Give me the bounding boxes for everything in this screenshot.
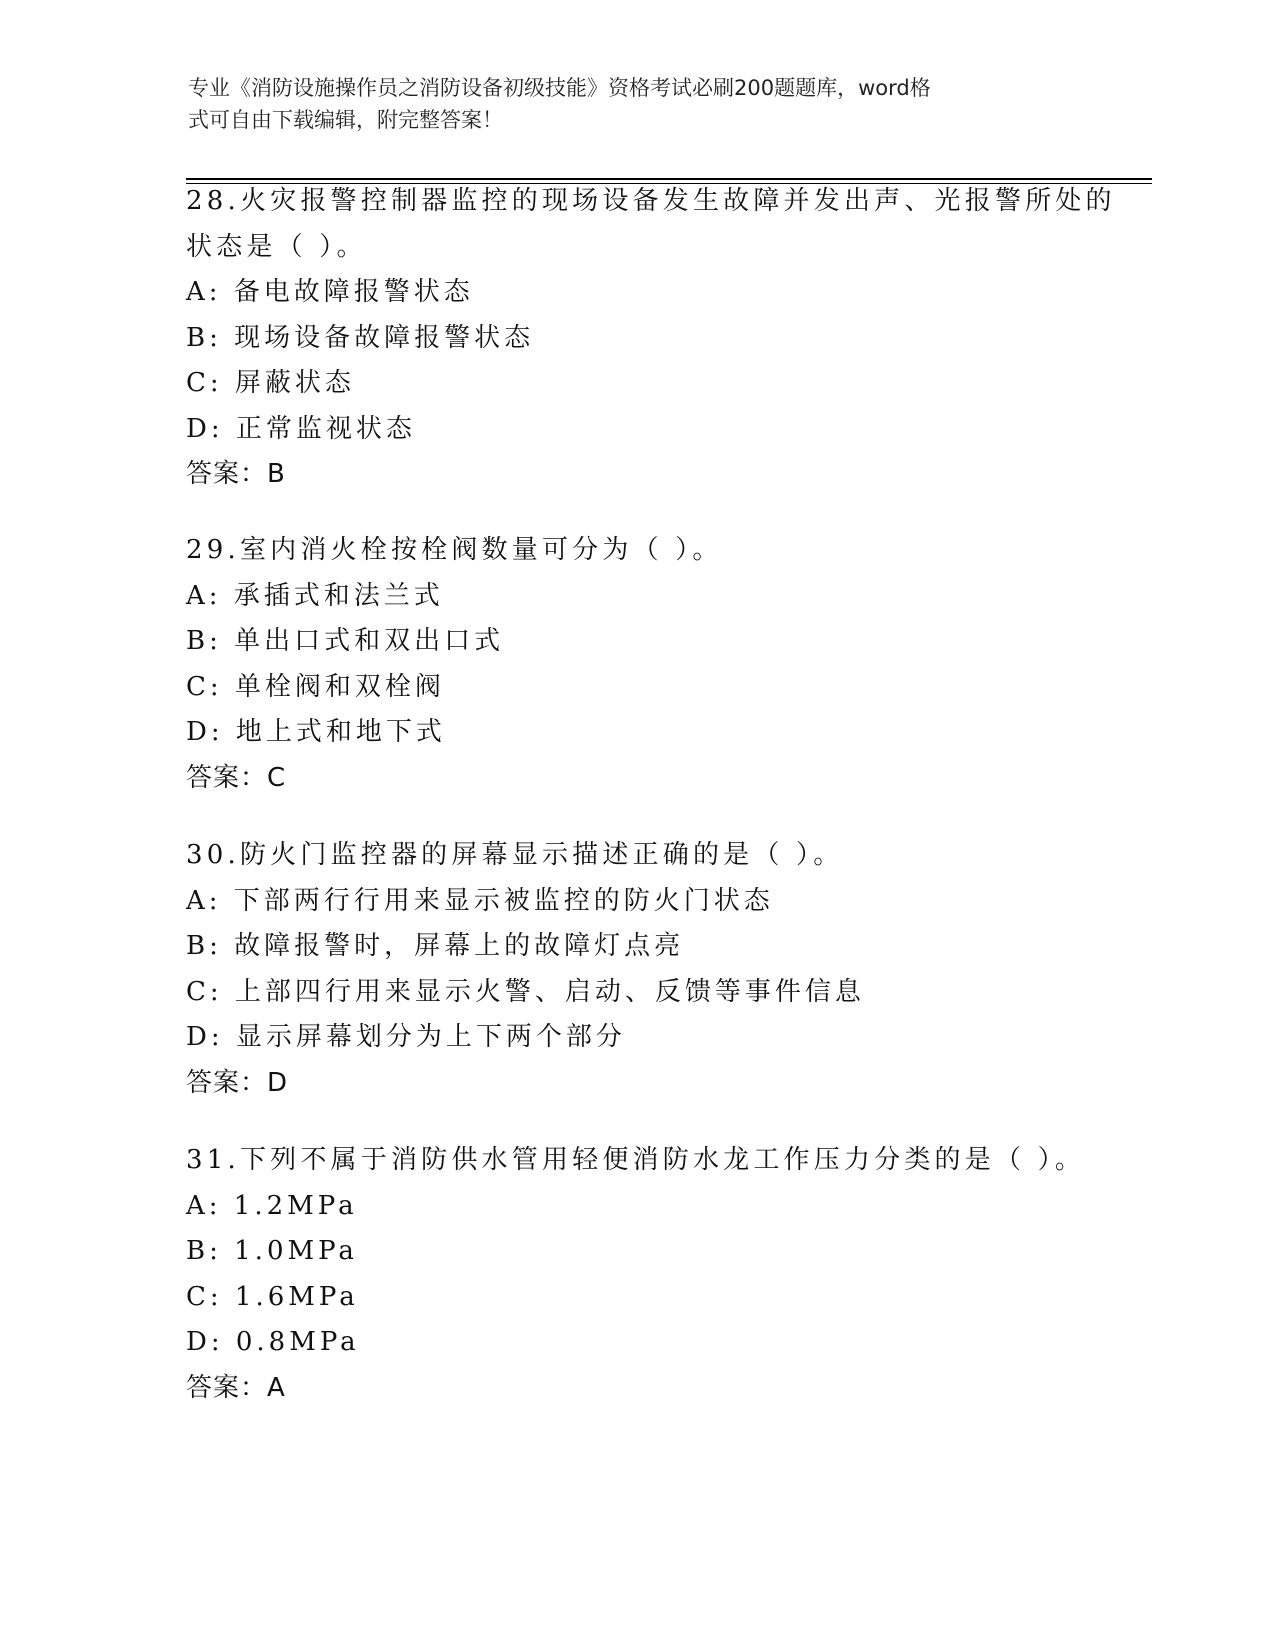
answer-label: 答案：A xyxy=(186,1372,286,1403)
stem-line: 状态是（ ）。 xyxy=(186,231,367,262)
question-31 xyxy=(186,1138,1086,1411)
option-c: C: 上部四行用来显示火警、启动、反馈等事件信息 xyxy=(186,976,865,1007)
question-stem xyxy=(186,179,1116,270)
answer-label: 答案：B xyxy=(186,459,286,489)
option-b: B: 1.0MPa xyxy=(186,1236,358,1266)
document-header xyxy=(188,72,1068,136)
answer-label: 答案：D xyxy=(186,1067,289,1098)
question-stem xyxy=(186,1138,1086,1184)
question-stem xyxy=(186,833,1086,879)
option-b: B: 现场设备故障报警状态 xyxy=(186,322,535,353)
stem-line: 31.下列不属于消防供水管用轻便消防水龙工作压力分类的是（ ）。 xyxy=(186,1145,1086,1175)
option-d: D: 0.8MPa xyxy=(186,1327,360,1357)
question-29 xyxy=(186,528,1086,801)
stem-line: 30.防火门监控器的屏幕显示描述正确的是（ ）。 xyxy=(186,840,844,870)
question-30 xyxy=(186,833,1086,1106)
option-a: A: 承插式和法兰式 xyxy=(186,580,444,611)
question-stem xyxy=(186,528,1086,574)
option-a: A: 下部两行行用来显示被监控的防火门状态 xyxy=(186,885,774,916)
question-28 xyxy=(186,179,1116,498)
option-c: C: 屏蔽状态 xyxy=(186,368,355,398)
answer-label: 答案：C xyxy=(186,762,287,793)
option-d: D: 显示屏幕划分为上下两个部分 xyxy=(186,1022,626,1052)
option-d: D: 正常监视状态 xyxy=(186,413,416,444)
option-b: B: 故障报警时，屏幕上的故障灯点亮 xyxy=(186,931,685,961)
header-line-1: 专业《消防设施操作员之消防设备初级技能》资格考试必刷200题题库，word格 xyxy=(188,76,931,100)
option-a: A: 1.2MPa xyxy=(186,1190,358,1221)
stem-line: 29.室内消火栓按栓阀数量可分为（ ）。 xyxy=(186,535,723,565)
option-d: D: 地上式和地下式 xyxy=(186,717,446,747)
option-c: C: 单栓阀和双栓阀 xyxy=(186,671,445,702)
option-c: C: 1.6MPa xyxy=(186,1281,359,1312)
option-a: A: 备电故障报警状态 xyxy=(186,277,474,307)
header-line-2: 式可自由下载编辑，附完整答案！ xyxy=(188,108,503,132)
option-b: B: 单出口式和双出口式 xyxy=(186,626,505,656)
stem-line: 28.火灾报警控制器监控的现场设备发生故障并发出声、光报警所处的 xyxy=(186,186,1116,216)
